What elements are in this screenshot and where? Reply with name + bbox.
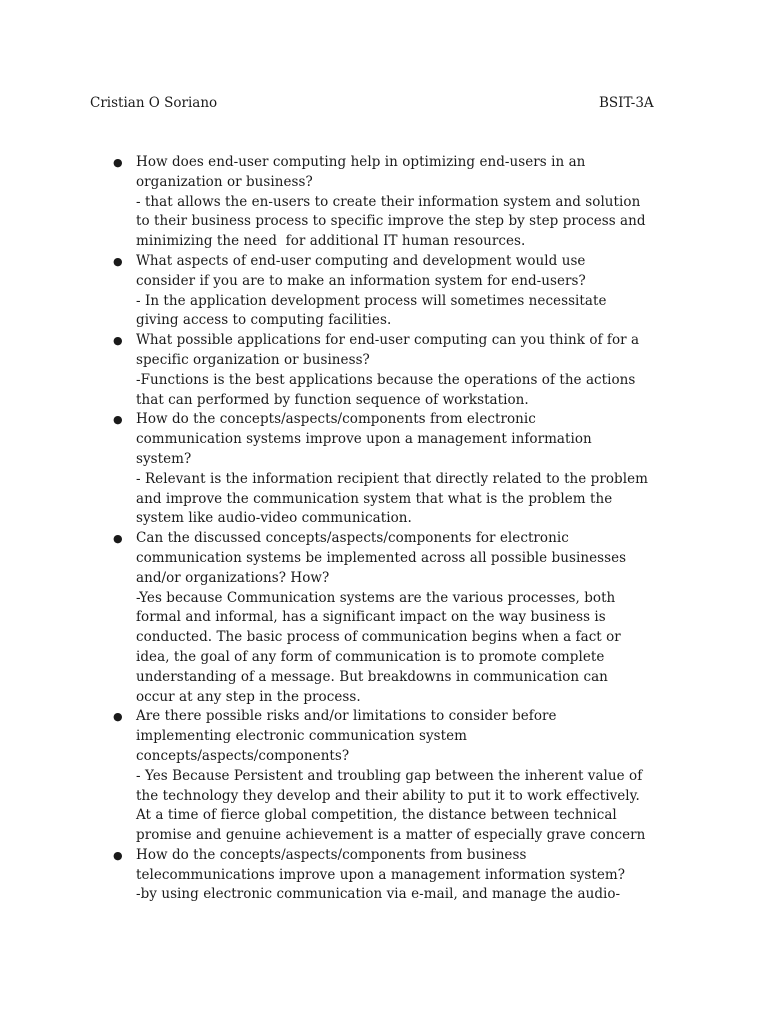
question-line: How do the concepts/aspects/components from electronic: [136, 411, 536, 428]
answer-line: giving access to computing facilities.: [136, 312, 392, 329]
bullet-icon: ●: [113, 156, 123, 169]
list-item: [113, 410, 683, 529]
bullet-icon: ●: [113, 334, 123, 348]
list-item: [113, 529, 683, 707]
question-line: What aspects of end-user computing and development would use: [136, 252, 586, 269]
answer-line: - In the application development process will sometimes necessitate: [136, 292, 607, 309]
answer-line: promise and genuine achievement is a matter of especially grave concern: [136, 827, 646, 844]
answer-line: to their business process to specific improve the step by step process and: [136, 213, 646, 230]
answer-line: occur at any step in the process.: [136, 688, 361, 705]
answer-line: - Yes Because Persistent and troubling gap between the inherent value of: [136, 767, 643, 784]
answer-line: idea, the goal of any form of communication is to promote complete: [136, 648, 605, 665]
question-line: telecommunications improve upon a management information system?: [136, 866, 626, 883]
question-line: implementing electronic communication system: [136, 728, 468, 745]
answer-line: At a time of fierce global competition, the distance between technical: [136, 807, 617, 824]
answer-line: -Functions is the best applications because the operations of the actions: [136, 371, 636, 388]
list-item: [113, 846, 683, 905]
answer-line: - that allows the en-users to create their information system and solution: [136, 193, 641, 210]
answer-line: the technology they develop and their ability to put it to work effectively.: [136, 787, 640, 804]
question-line: What possible applications for end-user computing can you think of for a: [136, 332, 640, 349]
question-line: communication systems improve upon a management information: [136, 431, 592, 448]
answer-line: - Relevant is the information recipient that directly related to the problem: [136, 470, 648, 487]
author-name: Cristian O Soriano: [90, 95, 218, 111]
question-line: Are there possible risks and/or limitations to consider before: [136, 708, 557, 725]
answer-line: understanding of a message. But breakdowns in communication can: [136, 668, 608, 685]
bullet-icon: ●: [113, 413, 123, 427]
question-line: communication systems be implemented across all possible businesses: [136, 549, 627, 566]
question-line: organization or business?: [136, 173, 313, 190]
bullet-icon: ●: [113, 254, 123, 268]
question-line: How do the concepts/aspects/components from business: [136, 846, 527, 863]
answer-line: and improve the communication system that what is the problem the: [136, 490, 613, 507]
question-line: specific organization or business?: [136, 351, 370, 368]
class-section: BSIT-3A: [599, 95, 654, 111]
question-line: consider if you are to make an information system for end-users?: [136, 272, 586, 289]
answer-line: formal and informal, has a significant impact on the way business is: [136, 609, 606, 626]
answer-line: conducted. The basic process of communication begins when a fact or: [136, 629, 621, 646]
question-line: concepts/aspects/components?: [136, 747, 350, 764]
list-item: [113, 707, 683, 846]
question-line: Can the discussed concepts/aspects/components for electronic: [136, 530, 569, 547]
question-line: How does end-user computing help in optimizing end-users in an: [136, 154, 586, 170]
answer-line: minimizing the need for additional IT human resources.: [136, 233, 526, 250]
answer-line: that can performed by function sequence of workstation.: [136, 391, 529, 408]
answer-line: -by using electronic communication via e-mail, and manage the audio-: [136, 886, 621, 903]
bullet-icon: ●: [113, 710, 123, 724]
answer-line: -Yes because Communication systems are the various processes, both: [136, 589, 616, 606]
bullet-icon: ●: [113, 848, 123, 862]
answer-line: system like audio-video communication.: [136, 510, 412, 527]
question-line: and/or organizations? How?: [136, 569, 330, 586]
list-item: [113, 153, 683, 252]
question-answer-list: [113, 153, 683, 905]
list-item: [113, 331, 683, 410]
bullet-icon: ●: [113, 532, 123, 546]
document-header: [90, 93, 660, 113]
list-item: [113, 252, 683, 331]
question-line: system?: [136, 450, 192, 467]
